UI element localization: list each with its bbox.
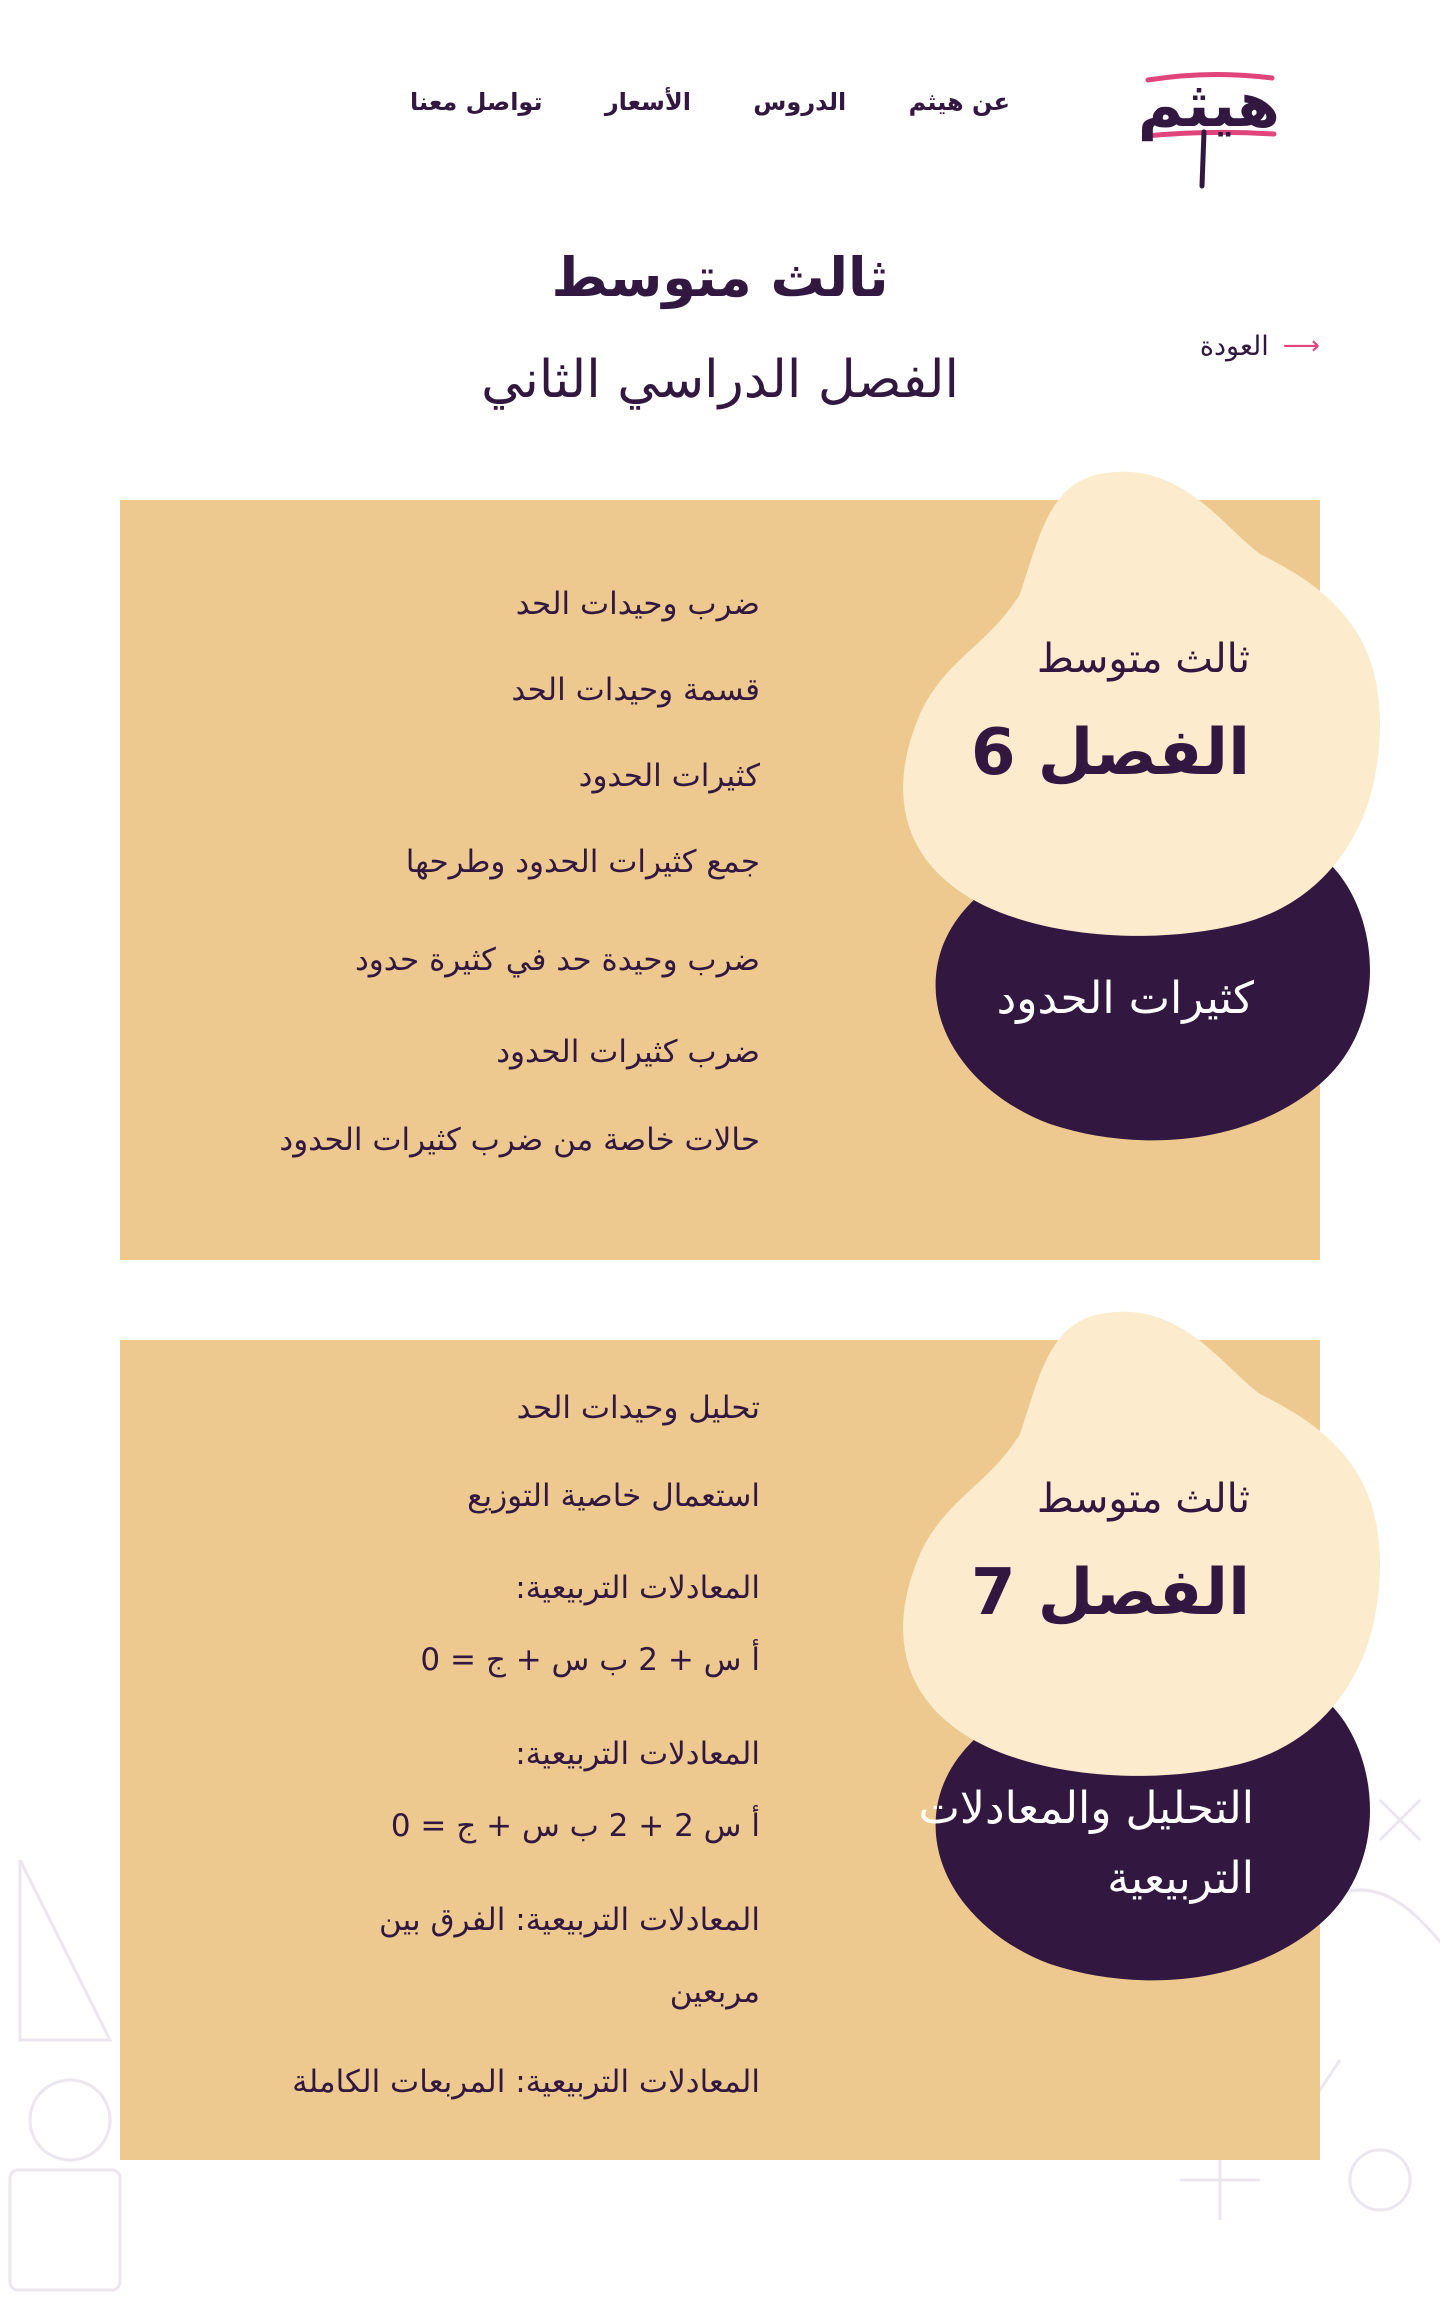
nav-item-lessons[interactable]: الدروس — [753, 88, 847, 116]
nav-item-about[interactable]: عن هيثم — [908, 88, 1010, 116]
lesson-item[interactable]: قسمة وحيدات الحد — [511, 672, 760, 708]
chapter-card-7 — [120, 1340, 1320, 2160]
lesson-item[interactable]: جمع كثيرات الحدود وطرحها — [405, 844, 760, 880]
lesson-item[interactable]: ضرب كثيرات الحدود — [496, 1034, 760, 1070]
back-link[interactable] — [1160, 326, 1320, 366]
back-label: العودة — [1199, 330, 1269, 362]
arrow-right-icon: ⟶ — [1282, 331, 1320, 361]
lesson-item[interactable]: استعمال خاصية التوزيع — [467, 1478, 760, 1514]
lesson-item[interactable]: المعادلات التربيعية: — [515, 1570, 760, 1606]
nav-item-contact[interactable]: تواصل معنا — [410, 88, 543, 116]
blob-shape-icon — [800, 464, 1380, 1164]
lesson-item[interactable]: المعادلات التربيعية: — [515, 1736, 760, 1772]
page-title: ثالث متوسط — [551, 246, 889, 309]
lesson-item[interactable]: أ س + 2 ب س + ج = 0 — [420, 1642, 760, 1678]
page-subtitle: الفصل الدراسي الثاني — [481, 350, 959, 410]
logo-text: هيثم — [1137, 68, 1280, 141]
lesson-item[interactable]: أ س 2 + 2 ب س + ج = 0 — [390, 1808, 760, 1844]
main-nav — [410, 88, 1010, 128]
chapter-label: الفصل 6 — [970, 716, 1250, 790]
lesson-item[interactable]: تحليل وحيدات الحد — [516, 1390, 760, 1426]
lesson-item[interactable]: كثيرات الحدود — [578, 758, 760, 794]
site-logo[interactable] — [1137, 62, 1280, 192]
chapter-badge — [800, 464, 1380, 1164]
lesson-item[interactable]: حالات خاصة من ضرب كثيرات الحدود — [279, 1122, 760, 1158]
chapter-label: الفصل 7 — [970, 1556, 1250, 1630]
unit-title[interactable]: كثيرات الحدود — [996, 973, 1254, 1024]
lesson-item[interactable]: ضرب وحيدة حد في كثيرة حدود — [355, 942, 760, 978]
lesson-item[interactable]: المعادلات التربيعية: المربعات الكاملة — [292, 2064, 760, 2100]
lesson-item[interactable]: مربعين — [669, 1974, 760, 2010]
site-header — [0, 0, 1440, 190]
chapter-card-6 — [120, 500, 1320, 1260]
lesson-item[interactable]: ضرب وحيدات الحد — [515, 586, 760, 622]
grade-label: ثالث متوسط — [1036, 636, 1250, 682]
grade-label: ثالث متوسط — [1036, 1476, 1250, 1522]
nav-item-pricing[interactable]: الأسعار — [604, 88, 691, 116]
lesson-item[interactable]: المعادلات التربيعية: الفرق بين — [379, 1902, 760, 1938]
unit-title[interactable]: التحليل والمعادلات التربيعية — [918, 1783, 1254, 1904]
chapter-badge — [800, 1304, 1380, 2004]
